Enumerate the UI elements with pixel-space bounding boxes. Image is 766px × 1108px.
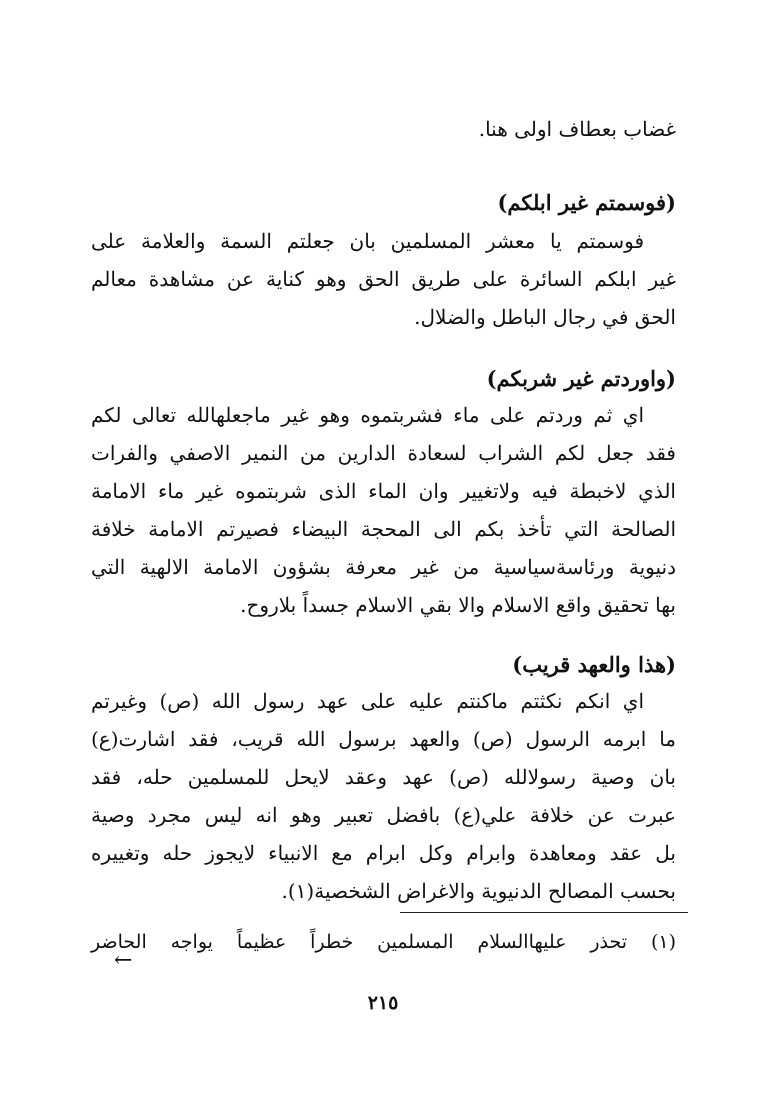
- paragraph-line: دنيوية ورئاسةسياسية من غير معرفة بشؤون الامامة الالهية التي: [91, 555, 676, 579]
- intro-line: غضاب بعطاف اولى هنا.: [478, 117, 676, 141]
- paragraph-line: عبرت عن خلافة علي(ع) بافضل تعبير وهو انه ليس مجرد وصية: [91, 803, 676, 827]
- section-heading-3: (هذا والعهد قريب): [512, 652, 676, 677]
- paragraph-line: اي ثم وردتم على ماء فشربتموه وهو غير ماجعلهالله تعالى لكم: [91, 403, 644, 427]
- section-heading-1: (فوسمتم غير ابلكم): [497, 190, 676, 215]
- page-number: ٢١٥: [367, 992, 399, 1014]
- section-heading-2: (واوردتم غير شربكم): [486, 366, 676, 391]
- paragraph-line: فوسمتم يا معشر المسلمين بان جعلتم السمة والعلامة على: [91, 229, 644, 253]
- paragraph-2: [91, 396, 676, 624]
- paragraph-line: الحق في رجال الباطل والضلال.: [414, 305, 676, 329]
- continuation-arrow-icon: ←: [114, 948, 133, 973]
- paragraph-line: بل عقد ومعاهدة وابرام وكل ابرام مع الانبياء لايجوز حله وتغييره: [91, 841, 676, 865]
- paragraph-line: ما ابرمه الرسول (ص) والعهد برسول الله قريب، فقد اشارت(ع): [91, 727, 676, 751]
- paragraph-line: بحسب المصالح الدنيوية والاغراض الشخصية(١).: [281, 879, 676, 903]
- paragraph-line: فقد جعل لكم الشراب لسعادة الدارين من النمير الاصفي والفرات: [91, 441, 676, 465]
- footnote-divider: [400, 912, 688, 913]
- footnote: (١) تحذر عليهاالسلام المسلمين خطراً عظيماً يواجه الحاضر: [91, 931, 676, 953]
- paragraph-line: بها تحقيق واقع الاسلام والا بقي الاسلام جسداً بلاروح.: [240, 593, 676, 617]
- paragraph-line: غير ابلكم السائرة على طريق الحق وهو كناية عن مشاهدة معالم: [91, 267, 676, 291]
- paragraph-line: اي انكم نكثتم ماكنتم عليه على عهد رسول الله (ص) وغيرتم: [91, 689, 644, 713]
- paragraph-1: [91, 222, 676, 336]
- paragraph-line: الذي لاخبطة فيه ولاتغيير وان الماء الذى شربتموه غير ماء الامامة: [91, 479, 676, 503]
- paragraph-line: بان وصية رسولالله (ص) عهد وعقد لايحل للمسلمين حله، فقد: [91, 765, 676, 789]
- paragraph-line: الصالحة التي تأخذ بكم الى المحجة البيضاء فصيرتم الامامة خلافة: [91, 517, 676, 541]
- paragraph-3: [91, 682, 676, 910]
